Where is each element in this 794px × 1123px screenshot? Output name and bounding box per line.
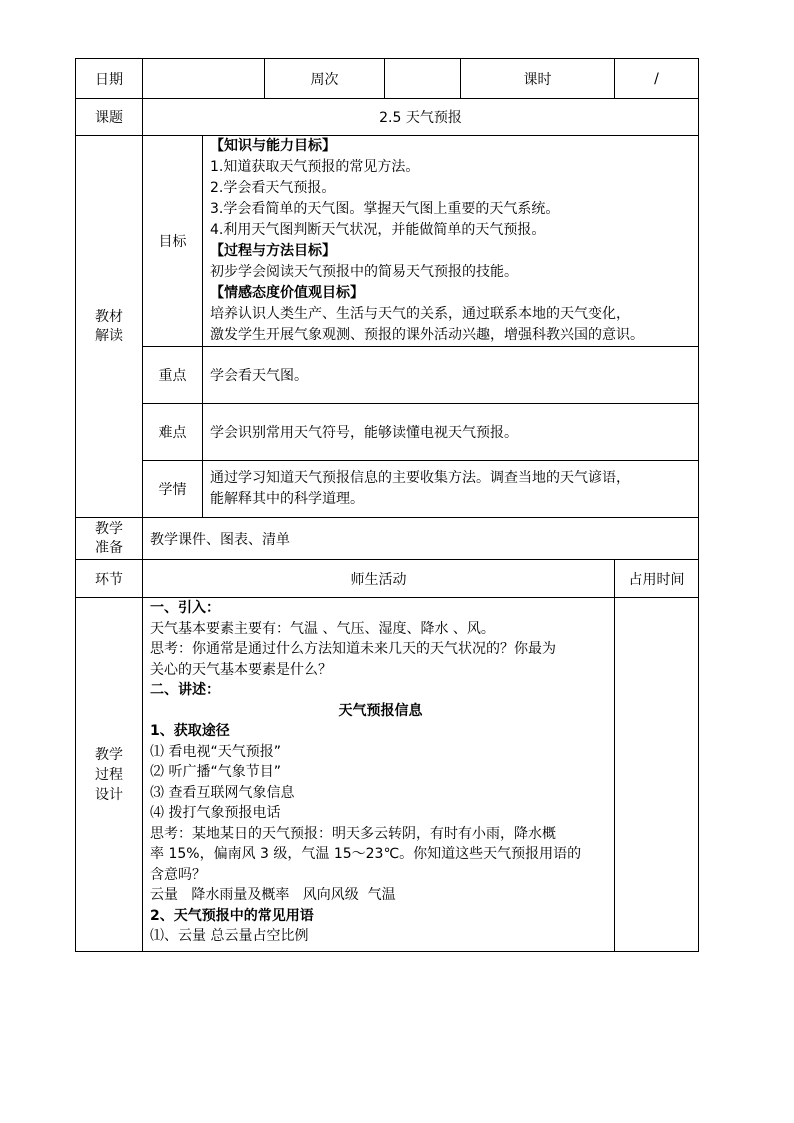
topic-row (76, 99, 699, 136)
prep-row (76, 518, 699, 560)
learning-label: 学情 (143, 461, 203, 518)
difficulty-value: 学会识别常用天气符号，能够读懂电视天气预报。 (203, 404, 699, 461)
lesson-plan-table (75, 58, 699, 952)
time-value[interactable] (615, 598, 699, 952)
process-label-text: 教学过程设计 (95, 746, 123, 803)
process-label (76, 598, 143, 952)
stage-header: 环节 (76, 560, 143, 598)
key-point-row (76, 347, 699, 404)
date-value[interactable] (143, 59, 265, 99)
process-line: 云量 降水雨量及概率 风向风级 气温 (150, 887, 396, 903)
process-line: 1、获取途径 (150, 723, 230, 739)
goals-content (203, 136, 699, 347)
process-line: ⑷ 拨打气象预报电话 (150, 805, 281, 821)
date-label: 日期 (76, 59, 143, 99)
process-line: 2、天气预报中的常见用语 (150, 907, 314, 924)
goals-line: 3.学会看简单的天气图。掌握天气图上重要的天气系统。 (210, 201, 560, 217)
learning-row (76, 461, 699, 518)
process-line: ⑴ 看电视“天气预报” (150, 743, 281, 760)
process-line: 率 15%，偏南风 3 级，气温 15～23℃。你知道这些天气预报用语的 (150, 846, 582, 862)
prep-value: 教学课件、图表、清单 (143, 518, 699, 560)
prep-label (76, 518, 143, 560)
goals-line: 培养认识人类生产、生活与天气的关系，通过联系本地的天气变化， (210, 306, 630, 322)
process-row (76, 598, 699, 952)
process-line: 二、讲述： (150, 682, 220, 698)
key-point-value: 学会看天气图。 (203, 347, 699, 404)
goals-line: 激发学生开展气象观测、预报的课外活动兴趣，增强科教兴国的意识。 (210, 327, 644, 343)
key-point-label: 重点 (143, 347, 203, 404)
week-label: 周次 (265, 59, 385, 99)
process-line: 天气基本要素主要有：气温 、气压、湿度、降水 、风。 (150, 620, 495, 637)
goals-line: 【过程与方法目标】 (210, 243, 336, 259)
header-row (76, 59, 699, 99)
textbook-label (76, 136, 143, 518)
topic-label: 课题 (76, 99, 143, 136)
process-content (143, 598, 615, 952)
goals-line: 【知识与能力目标】 (210, 138, 336, 154)
textbook-label-text: 教材解读 (95, 308, 123, 344)
time-header: 占用时间 (615, 560, 699, 598)
process-line: 含意吗？ (150, 866, 206, 883)
learning-line: 通过学习知道天气预报信息的主要收集方法。调查当地的天气谚语， (210, 470, 630, 486)
learning-line: 能解释其中的科学道理。 (210, 491, 364, 507)
goals-line: 【情感态度价值观目标】 (210, 285, 364, 301)
difficulty-row (76, 404, 699, 461)
process-subtitle: 天气预报信息 (338, 702, 423, 719)
process-line: ⑶ 查看互联网气象信息 (150, 784, 295, 801)
difficulty-label: 难点 (143, 404, 203, 461)
process-line: 关心的天气基本要素是什么？ (150, 661, 332, 678)
process-line: 思考：某地某日的天气预报：明天多云转阴，有时有小雨，降水概 (150, 825, 556, 842)
goals-line: 4.利用天气图判断天气状况，并能做简单的天气预报。 (210, 222, 546, 238)
goals-label: 目标 (143, 136, 203, 347)
learning-value (203, 461, 699, 518)
prep-label-text: 教学准备 (95, 520, 123, 556)
goals-row (76, 136, 699, 347)
goals-line: 2.学会看天气预报。 (210, 180, 336, 196)
process-line: ⑵ 听广播“气象节目” (150, 764, 281, 780)
topic-value: 2.5 天气预报 (143, 99, 699, 136)
process-line: 一、引入： (150, 600, 220, 616)
week-value[interactable] (385, 59, 461, 99)
process-line: ⑴、云量 总云量占空比例 (150, 928, 309, 944)
period-label: 课时 (461, 59, 615, 99)
activity-header: 师生活动 (143, 560, 615, 598)
goals-line: 1.知道获取天气预报的常见方法。 (210, 159, 420, 175)
process-header-row (76, 560, 699, 598)
process-line: 思考：你通常是通过什么方法知道未来几天的天气状况的？你最为 (150, 641, 556, 657)
period-value: / (615, 59, 699, 99)
goals-line: 初步学会阅读天气预报中的简易天气预报的技能。 (210, 264, 518, 280)
